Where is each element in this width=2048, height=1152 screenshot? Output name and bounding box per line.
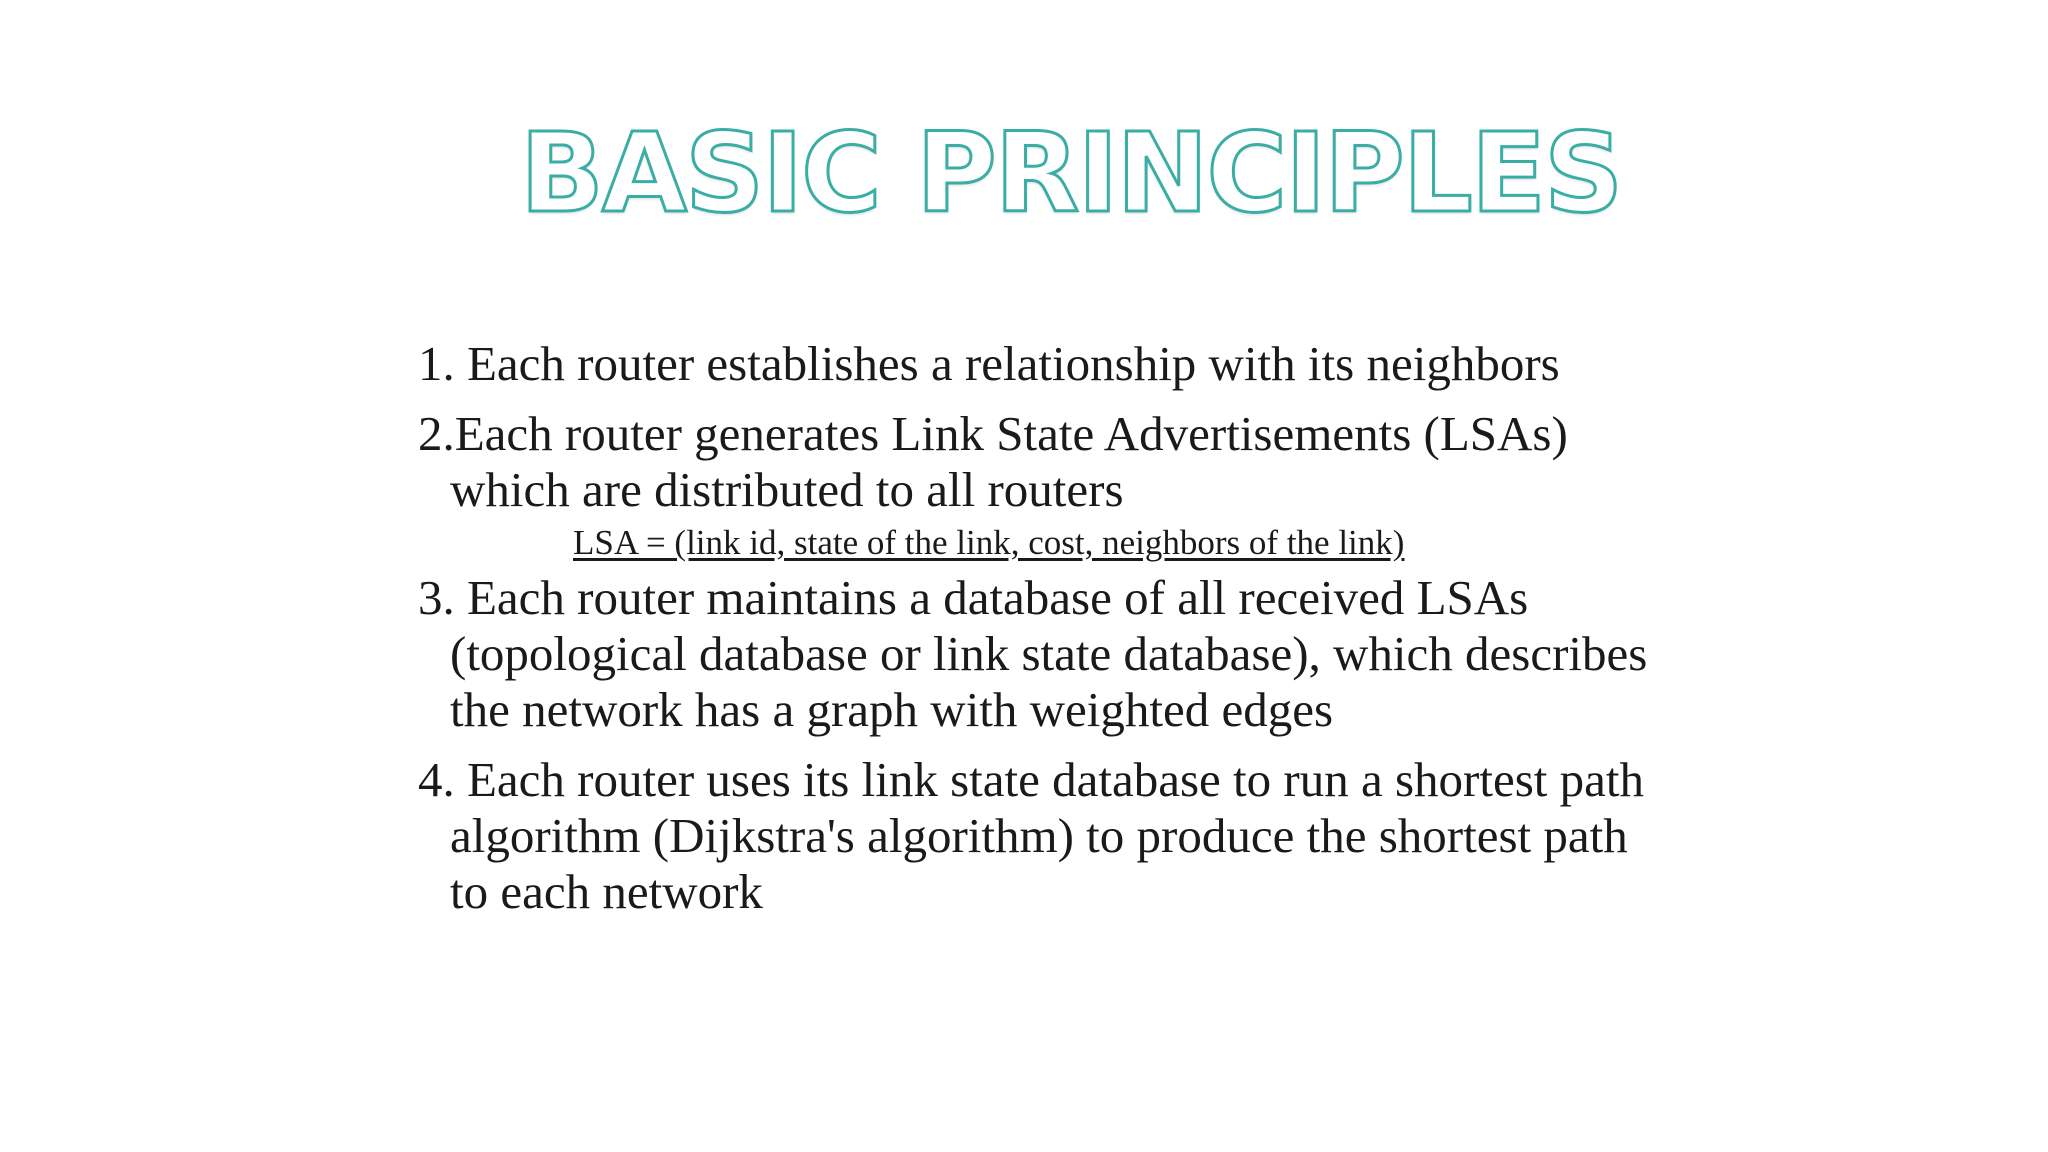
principle-item-2 [418, 406, 1718, 566]
principle-4-line-3: to each network [450, 864, 763, 919]
lsa-definition: LSA = (link id, state of the link, cost, neighbors of the link) [573, 523, 1405, 562]
principle-1-line-1: 1. Each router establishes a relationship with its neighbors [418, 336, 1560, 391]
principle-item-3 [418, 570, 1718, 738]
principle-item-4 [418, 752, 1718, 920]
principle-item-1 [418, 336, 1718, 392]
principle-3-line-3: the network has a graph with weighted edges [450, 682, 1334, 737]
principle-4-line-1: 4. Each router uses its link state database to run a shortest path [418, 752, 1645, 807]
principle-3-line-1: 3. Each router maintains a database of all received LSAs [418, 570, 1529, 625]
principles-list [418, 336, 1718, 920]
principle-3-line-2: (topological database or link state database), which describes [450, 626, 1648, 681]
slide-title: BASIC PRINCIPLES [520, 109, 1622, 237]
principle-2-line-2: which are distributed to all routers [450, 462, 1124, 517]
principle-2-line-1: 2.Each router generates Link State Advertisements (LSAs) [418, 406, 1568, 461]
principle-4-line-2: algorithm (Dijkstra's algorithm) to produce the shortest path [450, 808, 1628, 863]
